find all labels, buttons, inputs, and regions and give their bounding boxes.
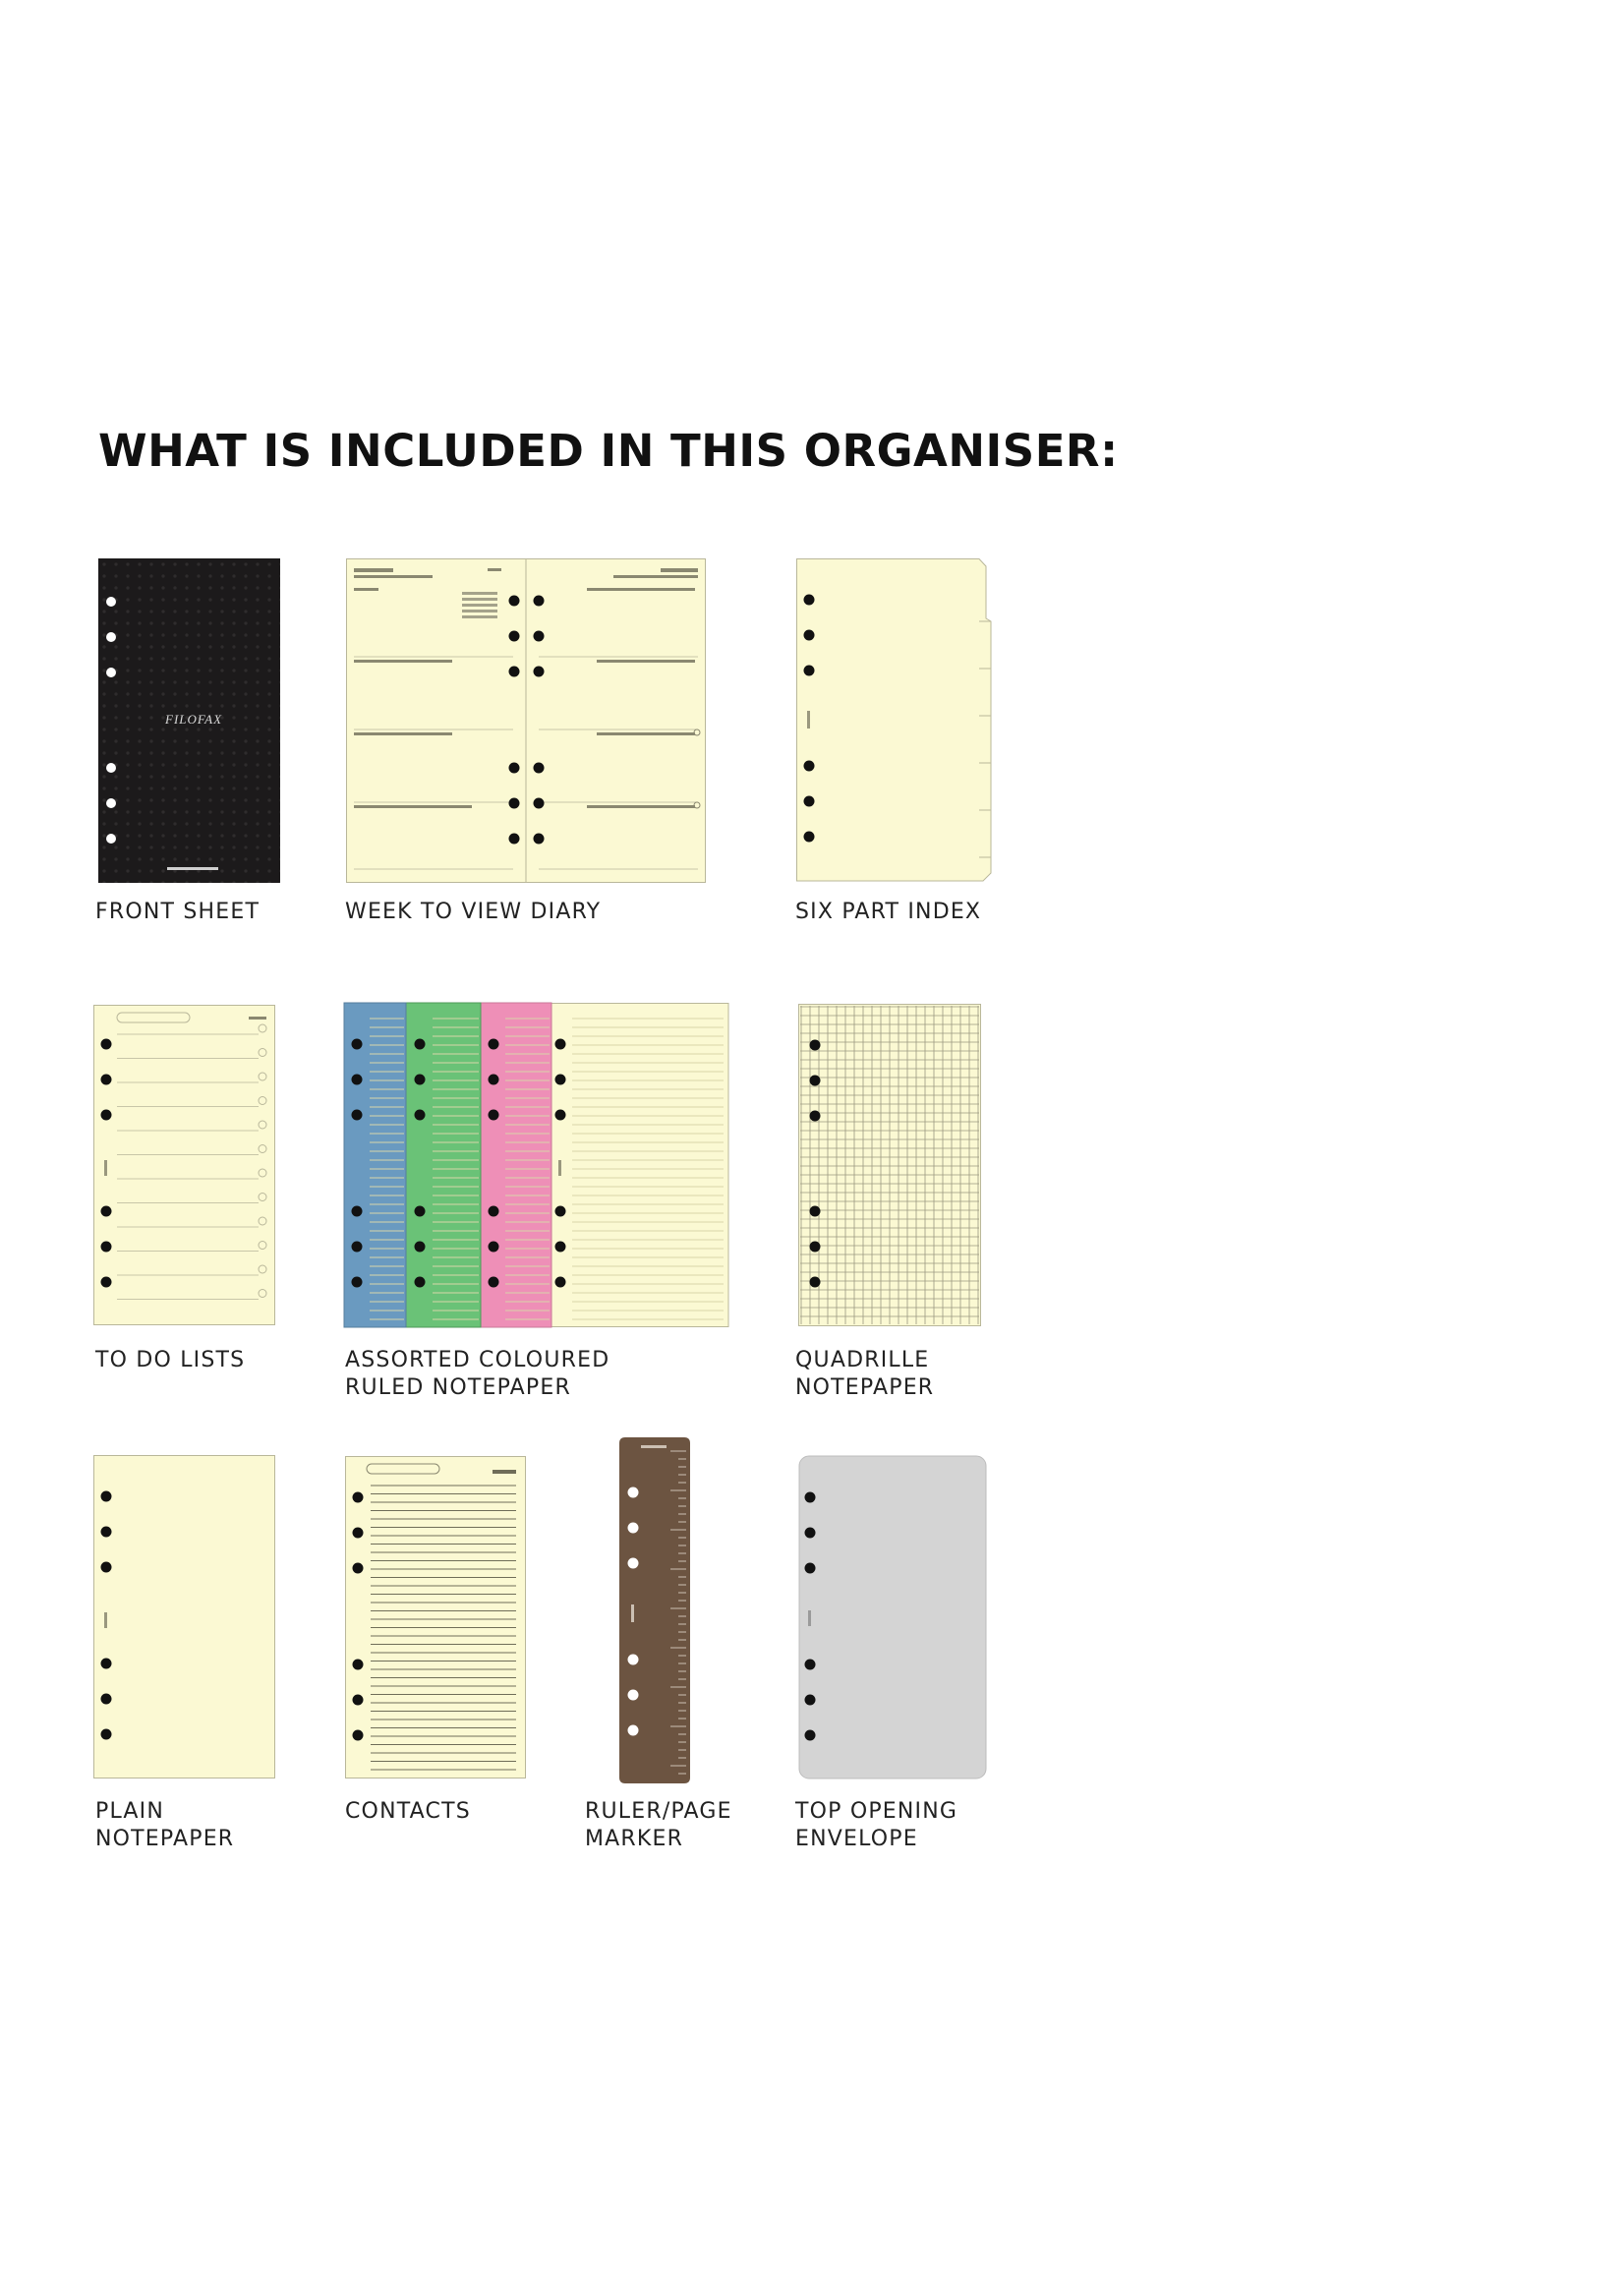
caption-front-sheet: FRONT SHEET (95, 900, 261, 924)
quadrille-notepaper-item (798, 1004, 981, 1326)
caption-plain-notepaper: PLAIN NOTEPAPER (95, 1799, 235, 1851)
caption-contacts: CONTACTS (345, 1799, 471, 1824)
ruler-icon (619, 1437, 690, 1783)
ruler-page-marker-item (619, 1437, 690, 1783)
envelope-body (799, 1456, 986, 1778)
caption-six-part-index: SIX PART INDEX (795, 900, 982, 924)
contacts-page (346, 1457, 526, 1778)
top-opening-envelope-item (798, 1455, 987, 1779)
caption-quadrille-notepaper: QUADRILLE NOTEPAPER (795, 1348, 935, 1400)
front-sheet-item (98, 558, 280, 883)
caption-assorted-coloured-ruled-notepaper: ASSORTED COLOURED RULED NOTEPAPER (345, 1348, 610, 1400)
caption-ruler-page-marker: RULER/PAGE MARKER (585, 1799, 732, 1851)
caption-to-do-lists: TO DO LISTS (95, 1348, 246, 1372)
page-heading: WHAT IS INCLUDED IN THIS ORGANISER: (98, 425, 1119, 477)
contacts-item (345, 1456, 526, 1778)
assorted-coloured-ruled-notepaper-item (344, 1003, 729, 1327)
index-icon (796, 558, 993, 883)
plain-page (94, 1456, 275, 1778)
envelope-icon (798, 1455, 987, 1779)
contacts-icon (345, 1456, 526, 1778)
todo-page (94, 1006, 275, 1325)
todo-icon (93, 1005, 275, 1325)
to-do-lists-item (93, 1005, 275, 1325)
quadrille-icon (798, 1004, 981, 1326)
week-to-view-diary-item (346, 558, 706, 883)
plain-notepaper-item (93, 1455, 275, 1778)
coloured-notepaper-icon (344, 1003, 729, 1327)
caption-top-opening-envelope: TOP OPENING ENVELOPE (795, 1799, 958, 1851)
diary-icon (346, 558, 706, 883)
filofax-logo: FILOFAX (165, 712, 223, 727)
caption-week-to-view-diary: WEEK TO VIEW DIARY (345, 900, 602, 924)
plain-notepaper-icon (93, 1455, 275, 1778)
six-part-index-item (796, 558, 993, 883)
